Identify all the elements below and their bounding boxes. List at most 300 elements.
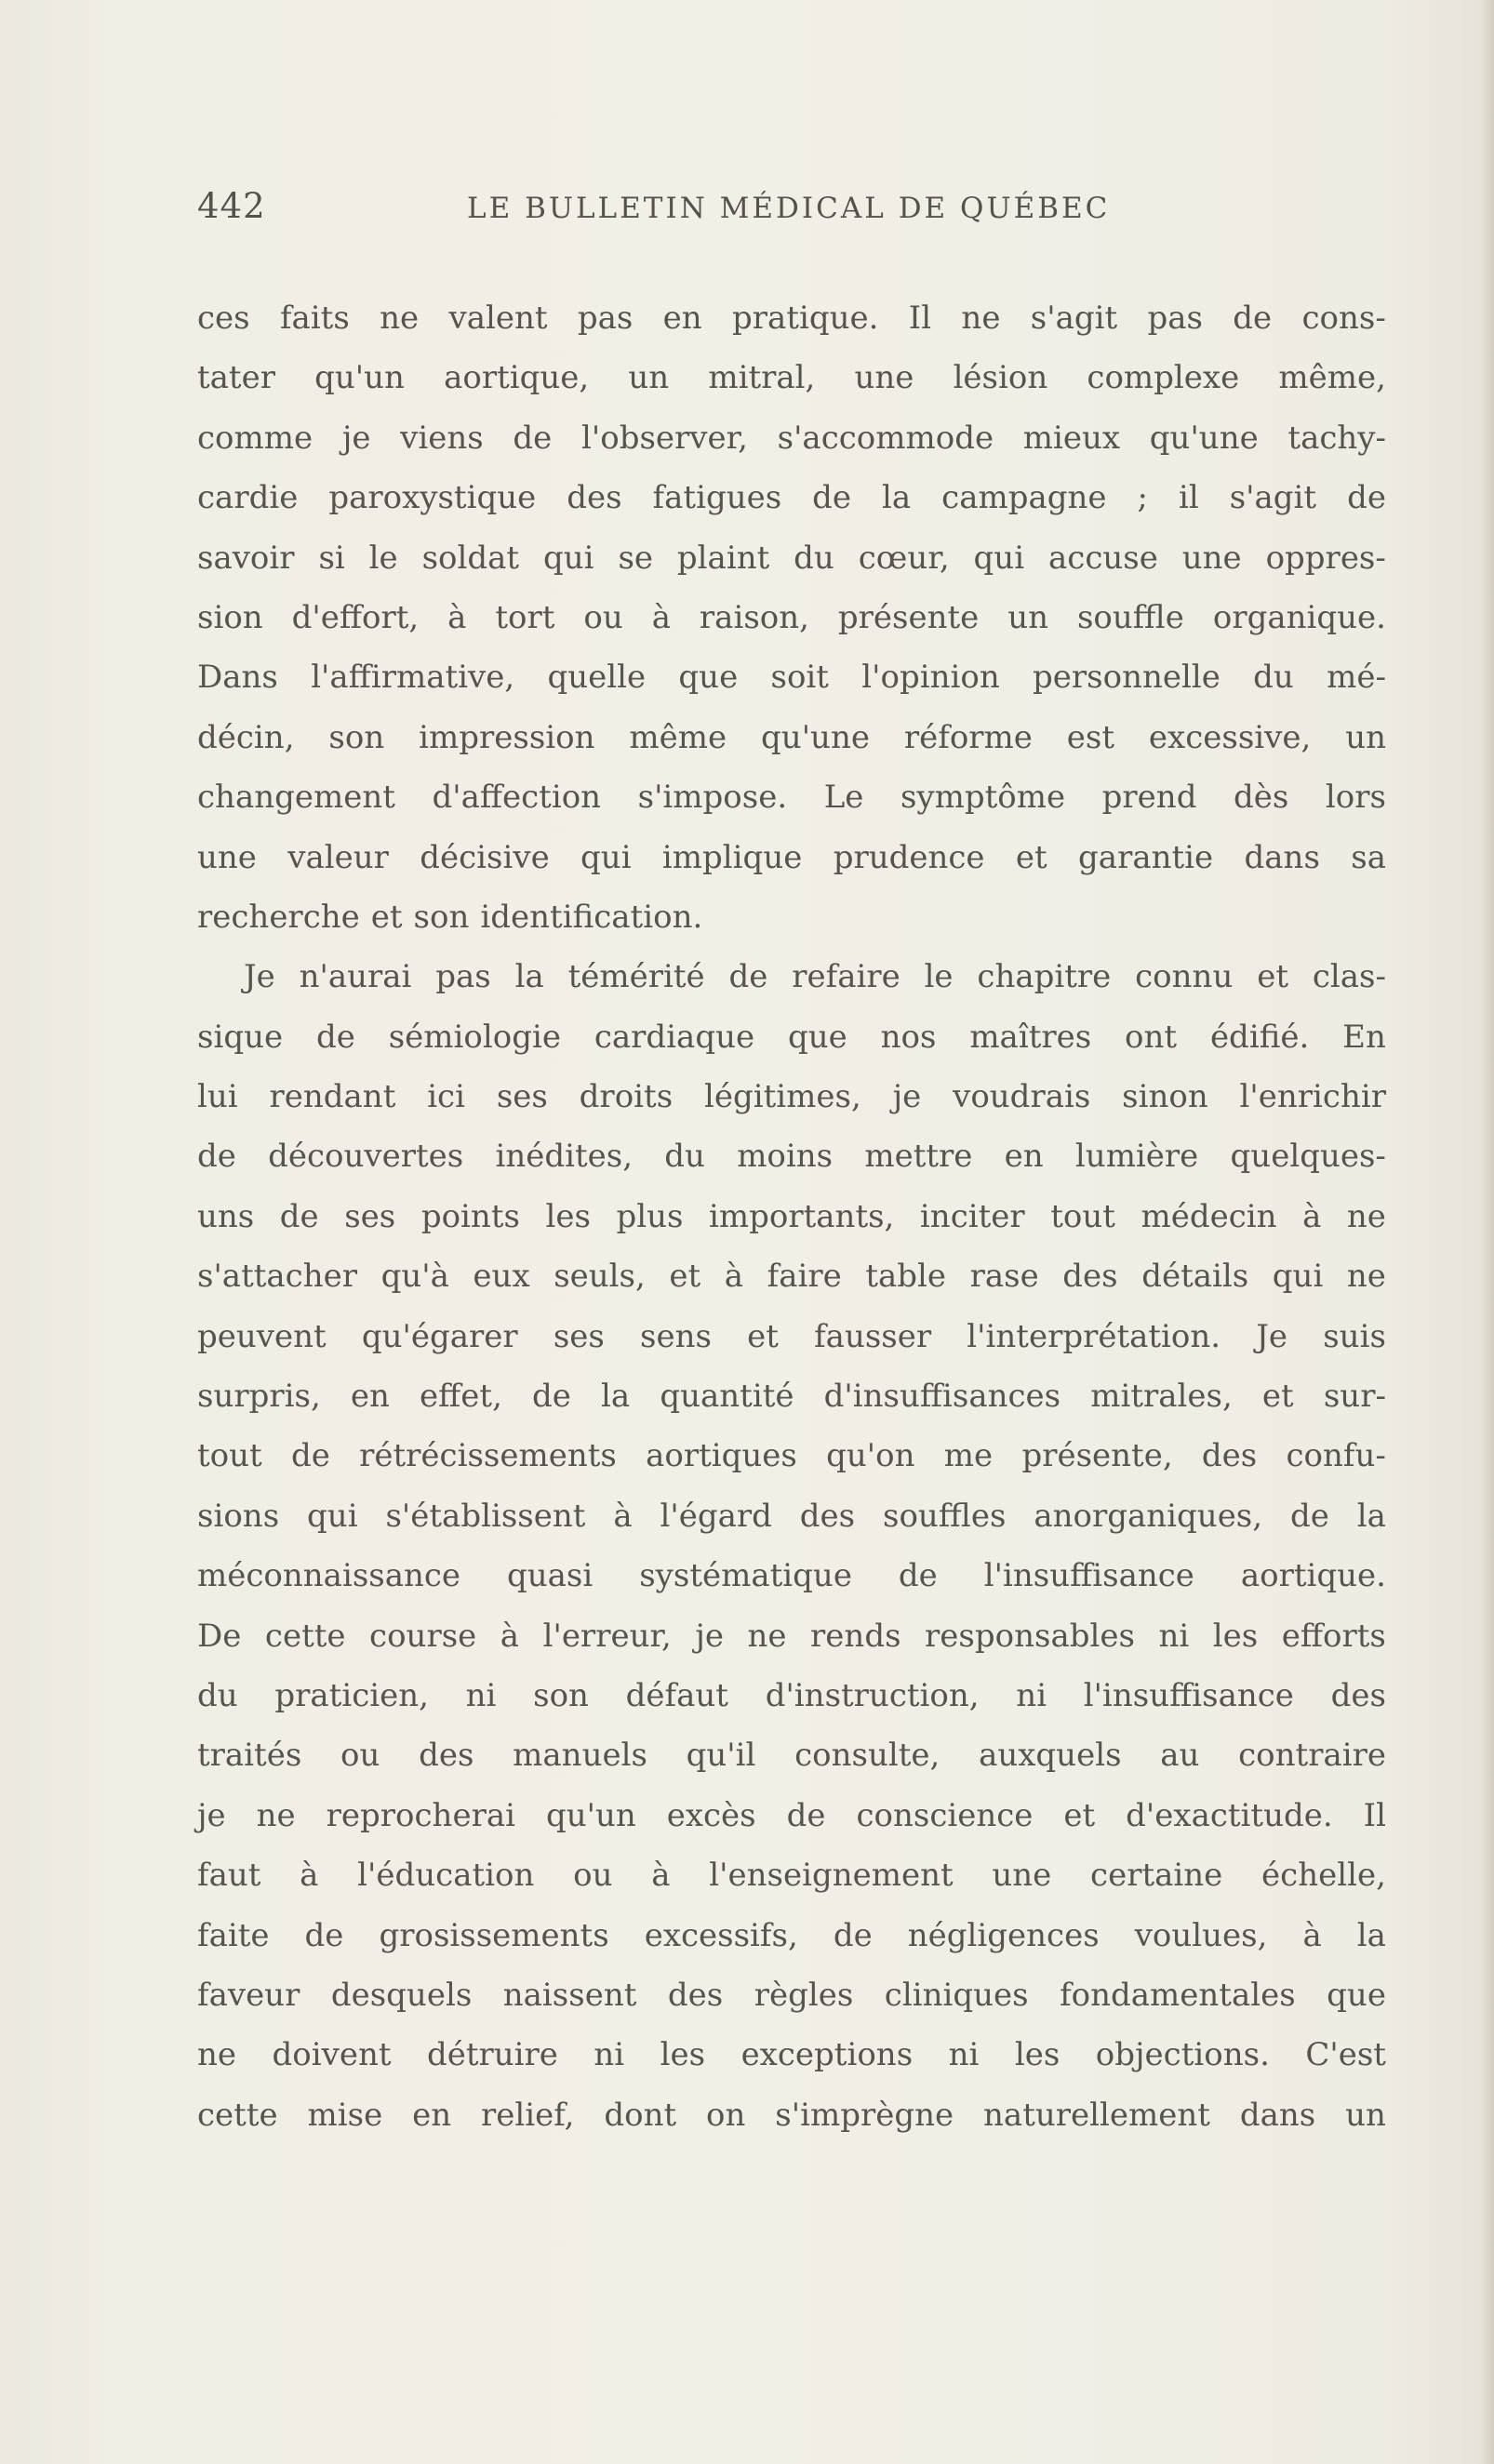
word: et: [747, 1317, 779, 1355]
text-line: [197, 1187, 1386, 1246]
word: que: [1327, 1976, 1386, 2014]
word: viens: [400, 419, 484, 457]
word: refaire: [792, 958, 900, 996]
text-line: [197, 708, 1386, 767]
word: impression: [419, 718, 595, 756]
word: la: [882, 479, 912, 517]
word: de: [728, 958, 768, 996]
word: un: [628, 359, 670, 397]
word: s'agit: [1030, 300, 1118, 337]
word: édifié.: [1209, 1018, 1310, 1056]
word: lui: [197, 1078, 238, 1116]
word: doivent: [272, 2036, 392, 2074]
word: la: [1356, 1497, 1386, 1535]
word: cœur,: [858, 539, 950, 577]
word: confu-: [1286, 1437, 1386, 1475]
word: recherche: [197, 898, 360, 936]
word: du: [1253, 659, 1294, 697]
word: ses: [344, 1197, 396, 1235]
word: changement: [197, 779, 395, 817]
word: sémiologie: [388, 1018, 561, 1056]
word: mieux: [1022, 419, 1121, 457]
word: légitimes,: [703, 1078, 861, 1116]
word: un: [1007, 598, 1049, 636]
word: d'affection: [432, 779, 602, 817]
word: en: [412, 2096, 452, 2134]
word: à: [613, 1497, 633, 1535]
word: défaut: [625, 1676, 728, 1714]
word: conscience: [856, 1796, 1034, 1834]
word: des: [1330, 1676, 1386, 1714]
word: efforts: [1281, 1617, 1386, 1655]
word: du: [664, 1138, 705, 1176]
word: rase: [969, 1258, 1039, 1296]
word: soit: [770, 659, 829, 697]
text-line: [197, 1067, 1386, 1126]
word: règles: [754, 1976, 854, 2014]
word: une: [992, 1857, 1052, 1895]
word: tort: [495, 598, 555, 636]
word: table: [865, 1258, 947, 1296]
word: contraire: [1238, 1737, 1386, 1775]
word: de: [1289, 1497, 1329, 1535]
word: certaine: [1090, 1857, 1223, 1895]
word: de: [1347, 479, 1386, 517]
page-header: [197, 186, 1386, 242]
text-line: [197, 1786, 1386, 1845]
word: il: [1178, 479, 1199, 517]
word: naturellement: [983, 2096, 1210, 2134]
text-line: [197, 767, 1386, 827]
word: qu'une: [1149, 419, 1259, 457]
word: personnelle: [1033, 659, 1221, 697]
word: sens: [640, 1317, 712, 1355]
word: s'agit: [1229, 479, 1317, 517]
word: l'égard: [660, 1497, 772, 1535]
word: implique: [661, 838, 803, 876]
word: rétrécissements: [359, 1437, 617, 1475]
word: mitral,: [708, 359, 816, 397]
word: qui: [542, 539, 594, 577]
word: faire: [767, 1258, 842, 1296]
text-line: [197, 348, 1386, 407]
word: de: [532, 1378, 571, 1416]
word: tater: [197, 359, 275, 397]
word: excès: [666, 1796, 756, 1834]
word: de: [833, 1916, 873, 1954]
word: l'affirmative,: [311, 659, 515, 697]
word: mitrales,: [1090, 1378, 1233, 1416]
text-line: [197, 1486, 1386, 1546]
word: je: [197, 1796, 226, 1834]
word: présente,: [1021, 1437, 1173, 1475]
text-line: [197, 2025, 1386, 2084]
word: Je: [244, 958, 275, 996]
word: ces: [197, 300, 250, 337]
word: aortiques: [646, 1437, 797, 1475]
word: ni: [1158, 1617, 1190, 1655]
word: fondamentales: [1060, 1976, 1296, 2014]
word: aortique.: [1240, 1557, 1386, 1595]
text-line: [197, 1007, 1386, 1067]
word: en: [1004, 1138, 1044, 1176]
text-line: [197, 828, 1386, 887]
word: souffles: [883, 1497, 1007, 1535]
word: surpris,: [197, 1378, 321, 1416]
word: l'observer,: [581, 419, 748, 457]
word: course: [369, 1617, 477, 1655]
word: d'exactitude.: [1126, 1796, 1333, 1834]
word: son: [328, 718, 385, 756]
word: si: [318, 539, 345, 577]
word: nos: [880, 1018, 937, 1056]
word: pas: [577, 300, 634, 337]
word: détruire: [426, 2036, 558, 2074]
word: de: [1233, 300, 1273, 337]
word: à: [300, 1857, 319, 1895]
word: plus: [616, 1197, 684, 1235]
word: de: [197, 1138, 236, 1176]
word: manuels: [513, 1737, 647, 1775]
word: effet,: [420, 1378, 502, 1416]
word: négligences: [907, 1916, 1100, 1954]
word: En: [1342, 1018, 1386, 1056]
word: cette: [264, 1617, 346, 1655]
word: de: [290, 1437, 330, 1475]
word: les: [1014, 2036, 1060, 2074]
word: méconnaissance: [197, 1557, 461, 1595]
word: responsables: [925, 1617, 1135, 1655]
text-line: [197, 1307, 1386, 1366]
page-gutter-shadow: [1481, 0, 1494, 2464]
word: et: [1015, 838, 1047, 876]
text-line: [197, 647, 1386, 707]
word: ni: [948, 2036, 980, 2074]
word: une: [854, 359, 914, 397]
word: Le: [823, 779, 864, 817]
word: sique: [197, 1018, 284, 1056]
text-line: [197, 1546, 1386, 1605]
word: cette: [197, 2096, 278, 2134]
word: qu'égarer: [361, 1317, 518, 1355]
word: relief,: [481, 2096, 575, 2134]
text-line: [197, 1606, 1386, 1666]
word: qu'à: [380, 1258, 449, 1296]
word: excessifs,: [644, 1916, 798, 1954]
word: des: [419, 1737, 474, 1775]
word: médecin: [1141, 1197, 1277, 1235]
word: fatigues: [652, 479, 782, 517]
word: ou: [583, 598, 623, 636]
word: faveur: [197, 1976, 300, 2014]
word: décisive: [420, 838, 550, 876]
word: du: [794, 539, 834, 577]
word: mé-: [1327, 659, 1386, 697]
word: points: [420, 1197, 520, 1235]
word: seuls,: [554, 1258, 646, 1296]
word: qu'un: [545, 1796, 636, 1834]
word: oppres-: [1265, 539, 1386, 577]
word: échelle,: [1261, 1857, 1386, 1895]
text-line: [197, 288, 1386, 348]
word: l'éducation: [357, 1857, 535, 1895]
word: garantie: [1078, 838, 1214, 876]
word: de: [279, 1197, 319, 1235]
word: rendant: [269, 1078, 396, 1116]
word: et: [669, 1258, 701, 1296]
word: sion: [197, 598, 263, 636]
word: dès: [1234, 779, 1289, 817]
word: l'enseignement: [709, 1857, 954, 1895]
text-line: [197, 1126, 1386, 1186]
word: ne: [747, 1617, 787, 1655]
word: les: [545, 1197, 591, 1235]
word: les: [1212, 1617, 1259, 1655]
text-line: [197, 588, 1386, 647]
word: réforme: [903, 718, 1033, 756]
word: valeur: [287, 838, 389, 876]
word: qui: [580, 838, 632, 876]
word: consulte,: [794, 1737, 940, 1775]
running-head: LE BULLETIN MÉDICAL DE QUÉBEC: [467, 192, 1111, 225]
word: soldat: [421, 539, 520, 577]
word: n'aurai: [299, 958, 412, 996]
word: l'insuffisance: [1083, 1676, 1294, 1714]
word: Dans: [197, 659, 278, 697]
word: savoir: [197, 539, 295, 577]
word: s'attacher: [197, 1258, 357, 1296]
word: lors: [1325, 779, 1386, 817]
word: ne: [256, 1796, 296, 1834]
word: tout: [1050, 1197, 1115, 1235]
word: uns: [197, 1197, 255, 1235]
word: pratique.: [732, 300, 879, 337]
word: Il: [1363, 1796, 1386, 1834]
word: ;: [1137, 479, 1148, 517]
word: auxquels: [979, 1737, 1122, 1775]
text-line: [197, 1965, 1386, 2025]
word: à: [1302, 1916, 1322, 1954]
word: même: [629, 718, 727, 756]
word: à: [1302, 1197, 1322, 1235]
word: ne: [1346, 1197, 1386, 1235]
word: mettre: [864, 1138, 973, 1176]
word: fausser: [814, 1317, 932, 1355]
word: on: [706, 2096, 746, 2134]
word: à: [651, 598, 671, 636]
word: grosissements: [379, 1916, 609, 1954]
text-line: [197, 468, 1386, 527]
word: traités: [197, 1737, 302, 1775]
word: qui: [307, 1497, 358, 1535]
word: en: [350, 1378, 390, 1416]
word: ne: [380, 300, 420, 337]
text-line: [197, 1246, 1386, 1306]
word: son: [413, 898, 470, 936]
word: je: [695, 1617, 724, 1655]
word: l'enrichir: [1239, 1078, 1386, 1116]
word: la: [1356, 1916, 1386, 1954]
word: ne: [1346, 1258, 1386, 1296]
word: s'imprègne: [775, 2096, 954, 2134]
word: de: [315, 1018, 355, 1056]
word: sions: [197, 1497, 280, 1535]
word: ses: [496, 1078, 548, 1116]
word: desquels: [330, 1976, 473, 2014]
word: des: [1062, 1258, 1118, 1296]
word: valent: [448, 300, 548, 337]
word: faut: [197, 1857, 261, 1895]
word: dont: [604, 2096, 677, 2134]
word: ni: [465, 1676, 497, 1714]
word: du: [197, 1676, 238, 1714]
word: quasi: [507, 1557, 594, 1595]
word: des: [1201, 1437, 1258, 1475]
word: est: [1066, 718, 1115, 756]
word: de: [304, 1916, 344, 1954]
word: l'opinion: [861, 659, 1000, 697]
word: inédites,: [495, 1138, 634, 1176]
word: de: [812, 479, 852, 517]
word: aortique,: [444, 359, 590, 397]
page-number: 442: [197, 186, 266, 226]
word: quelques-: [1230, 1138, 1386, 1176]
word: faite: [197, 1916, 270, 1954]
word: sur-: [1323, 1378, 1386, 1416]
word: souffle: [1076, 598, 1184, 636]
word: d'instruction,: [765, 1676, 980, 1714]
word: reprocherai: [326, 1796, 515, 1834]
word: qu'un: [314, 359, 405, 397]
word: organique.: [1212, 598, 1386, 636]
word: prudence: [833, 838, 985, 876]
word: témérité: [567, 958, 705, 996]
word: raison,: [699, 598, 809, 636]
word: le: [924, 958, 954, 996]
word: suis: [1323, 1317, 1386, 1355]
word: cons-: [1301, 300, 1386, 337]
word: et: [1261, 1378, 1294, 1416]
word: chapitre: [977, 958, 1112, 996]
word: accuse: [1048, 539, 1158, 577]
word: à: [724, 1258, 744, 1296]
word: à: [651, 1857, 671, 1895]
word: les: [660, 2036, 706, 2074]
text-line: [197, 887, 1386, 947]
word: la: [514, 958, 544, 996]
word: me: [943, 1437, 994, 1475]
word: identification.: [480, 898, 703, 936]
word: des: [667, 1976, 724, 2014]
word: et: [1063, 1796, 1096, 1834]
word: ne: [961, 300, 1001, 337]
word: de: [786, 1796, 826, 1834]
word: droits: [579, 1078, 674, 1116]
word: qui: [973, 539, 1025, 577]
word: ou: [573, 1857, 613, 1895]
word: d'insuffisances: [823, 1378, 1061, 1416]
text-line: [197, 947, 1386, 1006]
word: à: [500, 1617, 520, 1655]
word: ses: [553, 1317, 605, 1355]
word: ou: [340, 1737, 380, 1775]
word: s'établissent: [385, 1497, 586, 1535]
word: cliniques: [884, 1976, 1029, 2014]
word: comme: [197, 419, 313, 457]
word: naissent: [502, 1976, 637, 2014]
word: tout: [197, 1437, 262, 1475]
word: faits: [279, 300, 350, 337]
word: Je: [1256, 1317, 1288, 1355]
word: lumière: [1074, 1138, 1199, 1176]
word: pas: [1147, 300, 1203, 337]
word: symptôme: [900, 779, 1066, 817]
word: sinon: [1122, 1078, 1208, 1116]
word: plaint: [676, 539, 770, 577]
word: ni: [1016, 1676, 1047, 1714]
word: de: [513, 419, 553, 457]
text-line: [197, 2085, 1386, 2145]
word: à: [447, 598, 467, 636]
word: l'interprétation.: [967, 1317, 1221, 1355]
word: détails: [1141, 1258, 1249, 1296]
word: objections.: [1095, 2036, 1270, 2074]
word: en: [662, 300, 702, 337]
word: que: [787, 1018, 847, 1056]
word: sa: [1351, 838, 1386, 876]
text-line: [197, 1426, 1386, 1485]
word: Il: [908, 300, 932, 337]
word: moins: [737, 1138, 834, 1176]
word: prend: [1101, 779, 1197, 817]
word: le: [368, 539, 398, 577]
word: paroxystique: [328, 479, 537, 517]
word: qu'une: [761, 718, 870, 756]
word: dans: [1244, 838, 1320, 876]
word: clas-: [1312, 958, 1386, 996]
word: et: [370, 898, 403, 936]
word: eux: [473, 1258, 530, 1296]
word: voudrais: [953, 1078, 1091, 1116]
text-line: [197, 528, 1386, 588]
word: même,: [1278, 359, 1386, 397]
word: s'accommode: [777, 419, 994, 457]
word: une: [1181, 539, 1242, 577]
word: anorganiques,: [1034, 1497, 1263, 1535]
word: ne: [197, 2036, 237, 2074]
word: systématique: [639, 1557, 852, 1595]
word: qu'il: [686, 1737, 756, 1775]
word: campagne: [941, 479, 1107, 517]
word: et: [1257, 958, 1288, 996]
word: un: [1345, 718, 1386, 756]
word: découvertes: [268, 1138, 464, 1176]
word: pas: [435, 958, 491, 996]
word: la: [601, 1378, 631, 1416]
text-line: [197, 1366, 1386, 1426]
word: un: [1345, 2096, 1386, 2134]
word: De: [197, 1617, 242, 1655]
word: exceptions: [740, 2036, 914, 2074]
word: d'effort,: [291, 598, 420, 636]
word: quantité: [660, 1378, 794, 1416]
text-line: [197, 408, 1386, 468]
word: complexe: [1087, 359, 1240, 397]
word: tachy-: [1287, 419, 1386, 457]
word: présente: [837, 598, 980, 636]
word: l'erreur,: [542, 1617, 672, 1655]
word: au: [1160, 1737, 1200, 1775]
